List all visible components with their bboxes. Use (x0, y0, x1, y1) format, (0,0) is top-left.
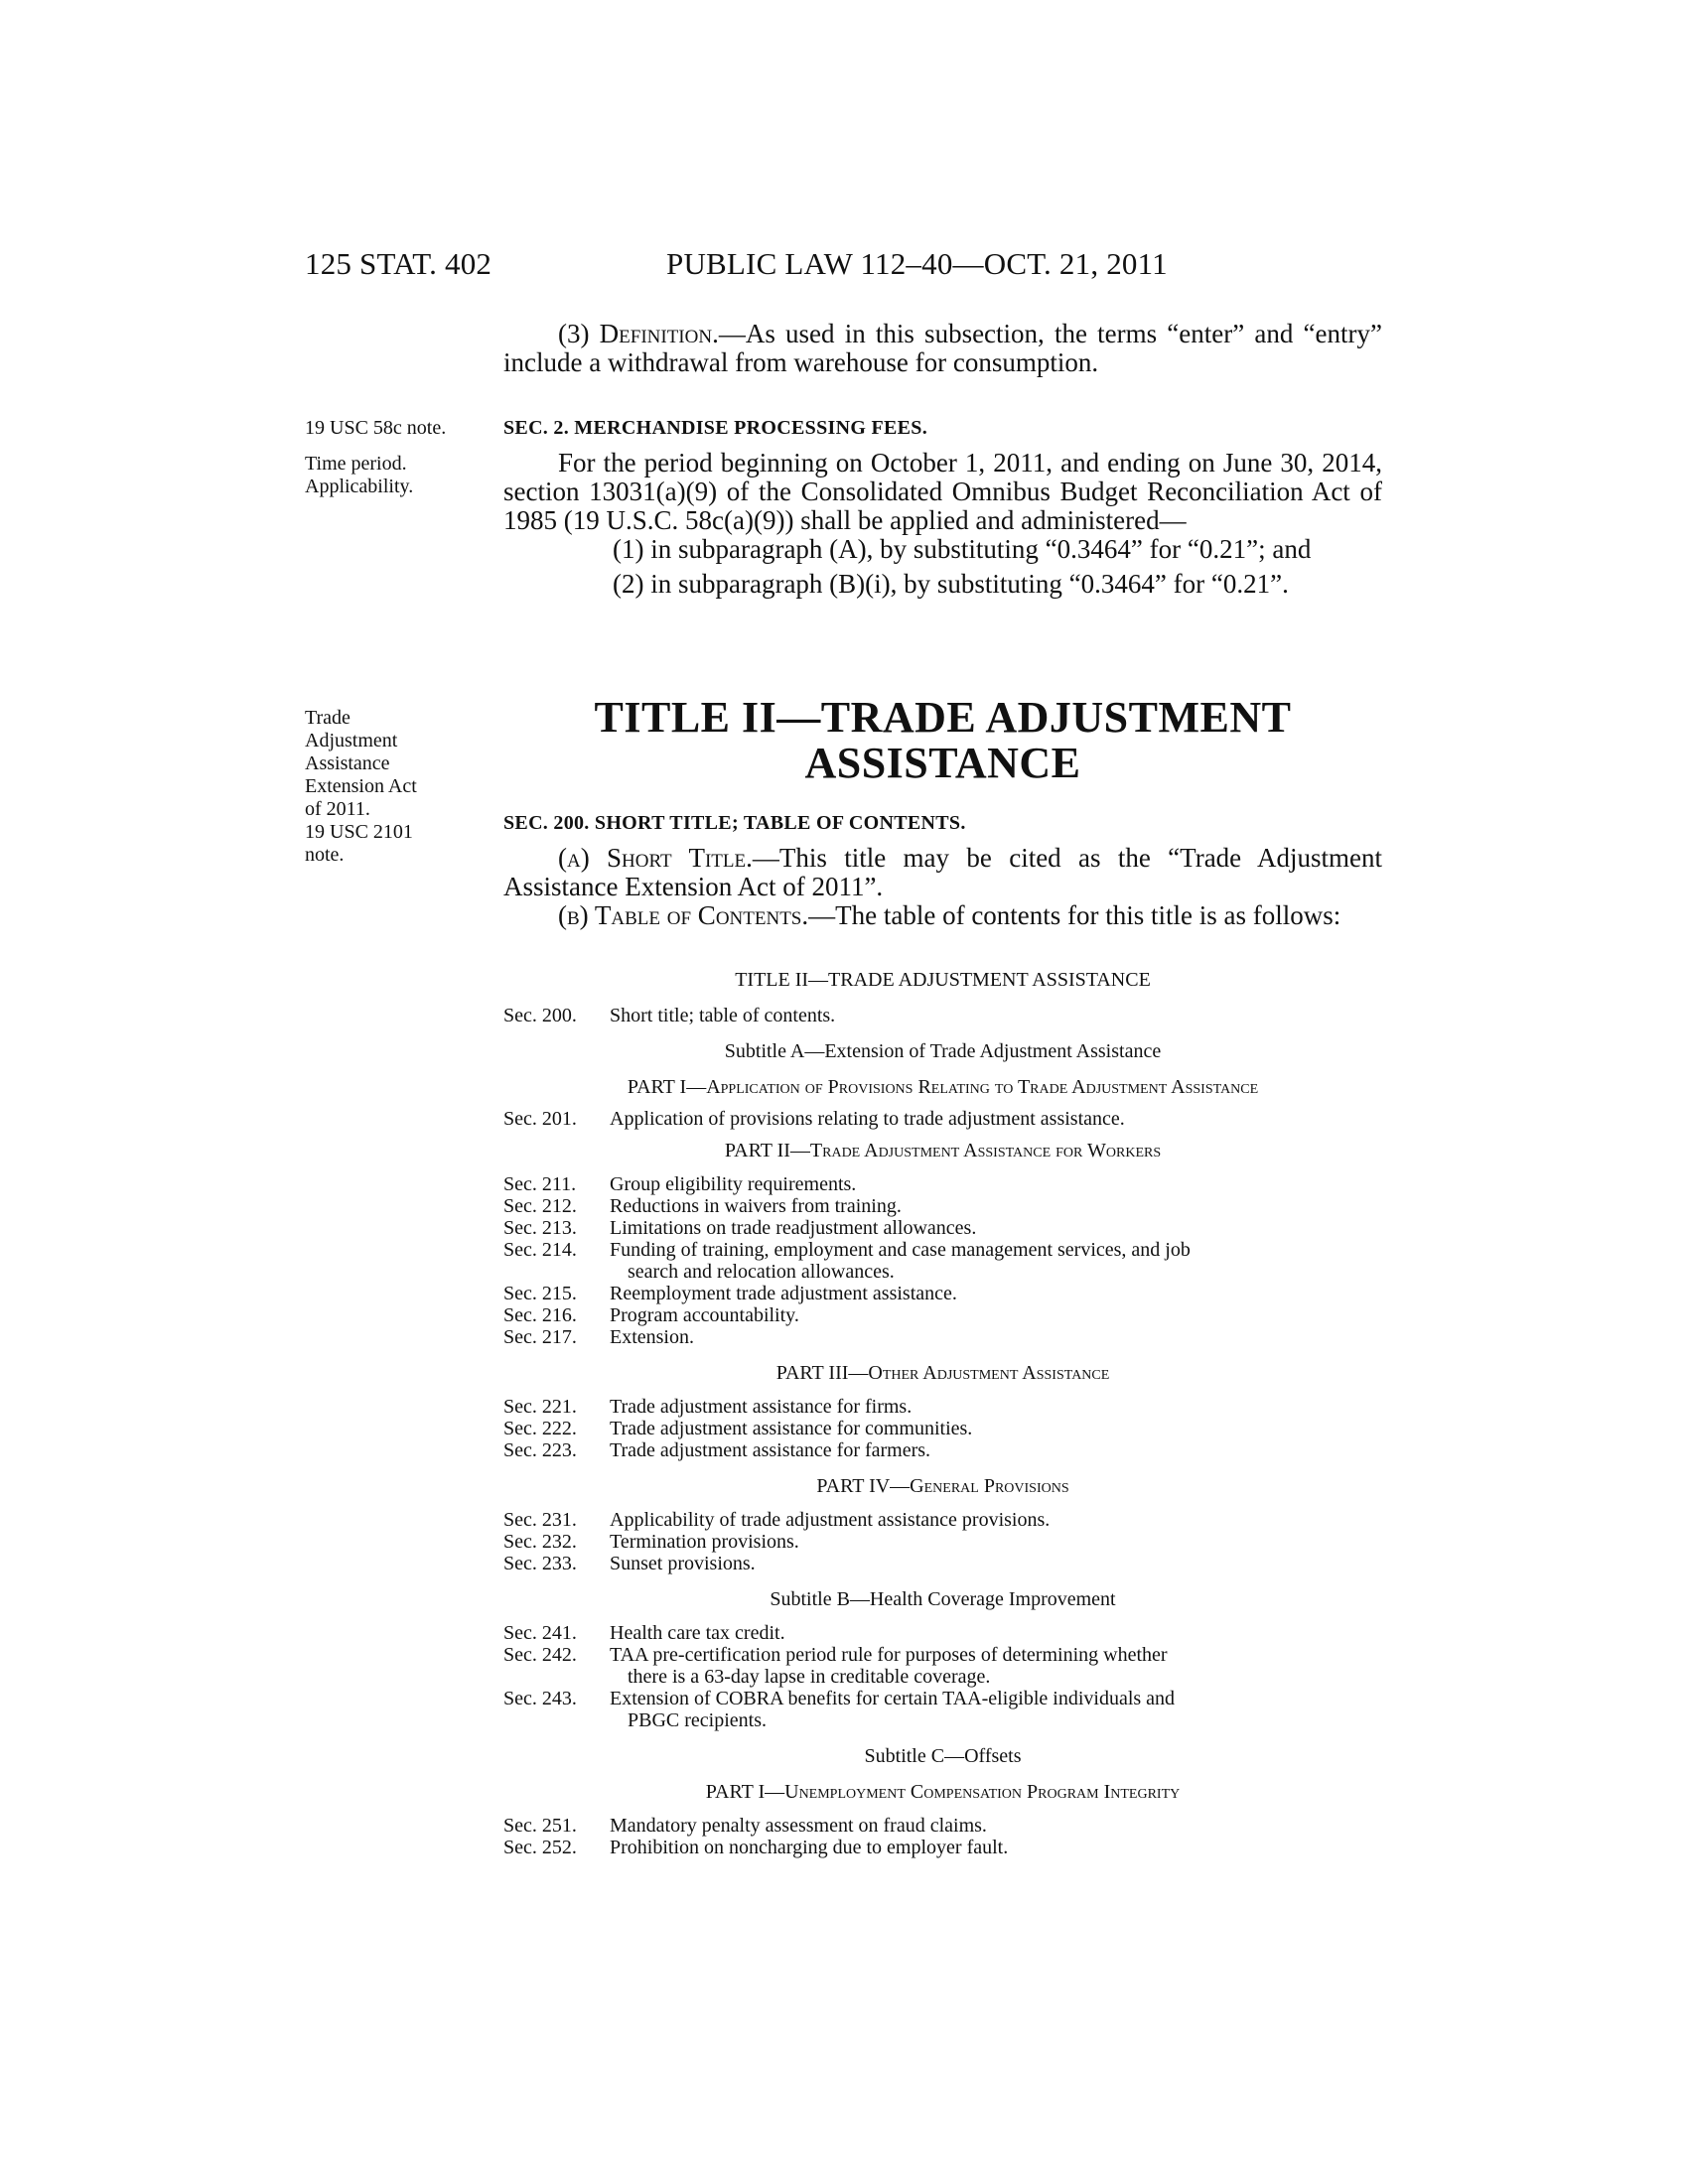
sec2-item-2 (503, 570, 1382, 599)
short-title-label: (a) Short Title. (558, 843, 753, 873)
margin-note-line: of 2011. (305, 798, 370, 820)
toc-entry (503, 1418, 1382, 1439)
toc-entry-number: Sec. 211. (503, 1173, 577, 1195)
toc-entry-text (610, 1217, 1382, 1239)
definition-paragraph (503, 320, 1382, 377)
margin-note-usc (305, 417, 479, 440)
sec2-item-2-text: (2) in subparagraph (B)(i), by substituting “0.3464” for “0.21”. (613, 569, 1289, 599)
definition-text: —As used in this subsection, the terms “enter” and “entry” include a withdrawal from warehouse for consumption. (503, 319, 1383, 377)
toc-entry-number: Sec. 200. (503, 1005, 577, 1026)
toc-intro-text: —The table of contents for this title is as follows: (808, 900, 1341, 930)
toc-entry-number: Sec. 242. (503, 1644, 577, 1666)
margin-note-line: Assistance (305, 752, 390, 774)
toc-entry-text (610, 1396, 1382, 1418)
title-heading (503, 695, 1382, 786)
margin-note-line: Trade (305, 707, 351, 729)
toc-entry-text (610, 1326, 1382, 1348)
toc-entry-text (610, 1622, 1382, 1644)
sec200-body (503, 844, 1382, 930)
margin-note-line: note. (305, 844, 345, 866)
toc-part-2: PART II—Trade Adjustment Assistance for Workers (724, 1140, 1162, 1161)
margin-note-short-title (305, 707, 479, 867)
margin-note-line: Adjustment (305, 730, 398, 751)
margin-note-line: 19 USC 2101 (305, 821, 413, 843)
toc-entry (503, 1622, 1382, 1644)
toc-entry (503, 1837, 1382, 1858)
toc-entry-main: Sunset provisions. (610, 1553, 756, 1574)
definition-label: (3) Definition. (558, 319, 719, 348)
toc-entry-number: Sec. 223. (503, 1439, 577, 1461)
title-line-2: ASSISTANCE (804, 739, 1081, 787)
toc-part-1c-list (503, 1815, 1382, 1858)
toc-entry-continuation: PBGC recipients. (628, 1709, 767, 1731)
toc-part-4: PART IV—General Provisions (816, 1475, 1069, 1497)
sec200-heading: SEC. 200. SHORT TITLE; TABLE OF CONTENTS. (503, 812, 966, 834)
public-law-citation: PUBLIC LAW 112–40—OCT. 21, 2011 (666, 246, 1168, 281)
toc-entry-text: Short title; table of contents. (610, 1005, 836, 1026)
toc-entry-text (610, 1837, 1382, 1858)
sec2-item-1 (503, 535, 1382, 564)
toc-entry-main: Extension of COBRA benefits for certain TAA-eligible individuals and (610, 1688, 1176, 1709)
toc-entry-main: Reductions in waivers from training. (610, 1195, 902, 1217)
toc-entry-main: TAA pre-certification period rule for purposes of determining whether (610, 1644, 1168, 1666)
toc-part-2-list (503, 1173, 1382, 1348)
toc-entry-text (610, 1531, 1382, 1553)
toc-entry-number: Sec. 222. (503, 1418, 577, 1439)
toc-entry-main: Termination provisions. (610, 1531, 799, 1553)
sec2-body (503, 449, 1382, 599)
toc-part-1a-list (503, 1108, 1382, 1130)
toc-entry (503, 1326, 1382, 1348)
toc-entry (503, 1531, 1382, 1553)
toc-entry-number: Sec. 215. (503, 1283, 577, 1304)
toc-subtitle-a: Subtitle A—Extension of Trade Adjustment Assistance (724, 1040, 1162, 1062)
toc-entry (503, 1815, 1382, 1837)
toc-entry (503, 1173, 1382, 1195)
toc-part-3-list (503, 1396, 1382, 1461)
toc-entry-text (610, 1815, 1382, 1837)
toc-entry-text (610, 1304, 1382, 1326)
toc-title-heading: TITLE II—TRADE ADJUSTMENT ASSISTANCE (735, 969, 1151, 991)
toc-entry-number: Sec. 216. (503, 1304, 577, 1326)
toc-entry (503, 1439, 1382, 1461)
toc-subtitle-c: Subtitle C—Offsets (864, 1745, 1022, 1767)
margin-note-time-period (305, 453, 479, 498)
title-line-1: TITLE II—TRADE ADJUSTMENT (594, 693, 1292, 742)
sec2-intro: For the period beginning on October 1, 2011, and ending on June 30, 2014, section 13031(a)(9) of the Consolidated Omnibus Budget Reconciliation Act of 1985 (19 U.S.C. 58c(a)(9)) shall be applied and administered— (503, 448, 1382, 535)
toc-entry-text (610, 1283, 1382, 1304)
toc-part-1c: PART I—Unemployment Compensation Program Integrity (705, 1781, 1181, 1803)
statute-page-number: 125 STAT. 402 (305, 246, 492, 281)
toc-entry-text (610, 1439, 1382, 1461)
toc-entry-main: Trade adjustment assistance for farmers. (610, 1439, 931, 1461)
toc-entry-number: Sec. 251. (503, 1815, 577, 1837)
toc-entry-main: Prohibition on noncharging due to employer fault. (610, 1837, 1009, 1858)
toc-subtitle-b: Subtitle B—Health Coverage Improvement (770, 1588, 1116, 1610)
toc-entry-number: Sec. 233. (503, 1553, 577, 1574)
toc-entry (503, 1108, 1382, 1130)
toc-entry-main: Applicability of trade adjustment assistance provisions. (610, 1509, 1051, 1531)
toc-entry-number: Sec. 213. (503, 1217, 577, 1239)
toc-entry-text (610, 1509, 1382, 1531)
toc-entry (503, 1304, 1382, 1326)
margin-note-line: Applicability. (305, 476, 414, 497)
toc-entry-main: Trade adjustment assistance for communities. (610, 1418, 973, 1439)
toc-entry-text (610, 1195, 1382, 1217)
toc-entry-text (610, 1108, 1382, 1130)
toc-entry-continuation: search and relocation allowances. (628, 1261, 895, 1283)
toc-entry (503, 1217, 1382, 1239)
margin-note-text: 19 USC 58c note. (305, 417, 447, 439)
toc-entry-main: Mandatory penalty assessment on fraud claims. (610, 1815, 987, 1837)
toc-entry-main: Trade adjustment assistance for firms. (610, 1396, 913, 1418)
toc-entry (503, 1509, 1382, 1531)
toc-entry-number: Sec. 231. (503, 1509, 577, 1531)
sec2-heading: SEC. 2. MERCHANDISE PROCESSING FEES. (503, 417, 927, 439)
toc-entry-main: Application of provisions relating to trade adjustment assistance. (610, 1108, 1125, 1130)
toc-entry-main: Funding of training, employment and case management services, and job (610, 1239, 1191, 1261)
toc-entry (503, 1005, 1382, 1026)
toc-entry-main: Extension. (610, 1326, 694, 1348)
toc-entry-main: Limitations on trade readjustment allowances. (610, 1217, 977, 1239)
toc-entry-text (610, 1644, 1382, 1688)
toc-entry (503, 1688, 1382, 1731)
toc-entry-number: Sec. 214. (503, 1239, 577, 1261)
toc-entry (503, 1396, 1382, 1418)
toc-entry-number: Sec. 201. (503, 1108, 577, 1130)
toc-entry-main: Program accountability. (610, 1304, 799, 1326)
margin-note-line: Extension Act (305, 775, 417, 797)
page-header (305, 246, 1382, 290)
toc-entry-number: Sec. 243. (503, 1688, 577, 1709)
toc-entry-number: Sec. 241. (503, 1622, 577, 1644)
toc-entry-number: Sec. 252. (503, 1837, 577, 1858)
margin-note-line: Time period. (305, 453, 407, 475)
toc-entry-main: Group eligibility requirements. (610, 1173, 857, 1195)
toc-entry-main: Reemployment trade adjustment assistance. (610, 1283, 957, 1304)
toc-label: (b) Table of Contents. (558, 900, 809, 930)
table-of-contents (503, 969, 1382, 1858)
toc-part-4-list (503, 1509, 1382, 1574)
toc-entry-number: Sec. 212. (503, 1195, 577, 1217)
toc-entry (503, 1195, 1382, 1217)
toc-entry (503, 1283, 1382, 1304)
toc-part-1a: PART I—Application of Provisions Relating to Trade Adjustment Assistance (627, 1076, 1259, 1098)
toc-entry (503, 1239, 1382, 1283)
toc-part-3: PART III—Other Adjustment Assistance (775, 1362, 1110, 1384)
toc-entry-text (610, 1239, 1382, 1283)
sec2-item-1-text: (1) in subparagraph (A), by substituting “0.3464” for “0.21”; and (613, 534, 1312, 564)
toc-entry-text (610, 1553, 1382, 1574)
toc-entry-text (610, 1173, 1382, 1195)
toc-entry-text (610, 1688, 1382, 1731)
toc-entry (503, 1644, 1382, 1688)
toc-entry-number: Sec. 232. (503, 1531, 577, 1553)
toc-subtitle-b-list (503, 1622, 1382, 1731)
toc-entry-main: Health care tax credit. (610, 1622, 785, 1644)
toc-entry (503, 1553, 1382, 1574)
toc-entry-continuation: there is a 63-day lapse in creditable coverage. (628, 1666, 991, 1688)
short-title-text: —This title may be cited as the “Trade Adjustment Assistance Extension Act of 2011”. (503, 843, 1383, 901)
toc-entry-text (610, 1418, 1382, 1439)
toc-entry-number: Sec. 217. (503, 1326, 577, 1348)
toc-entry-number: Sec. 221. (503, 1396, 577, 1418)
